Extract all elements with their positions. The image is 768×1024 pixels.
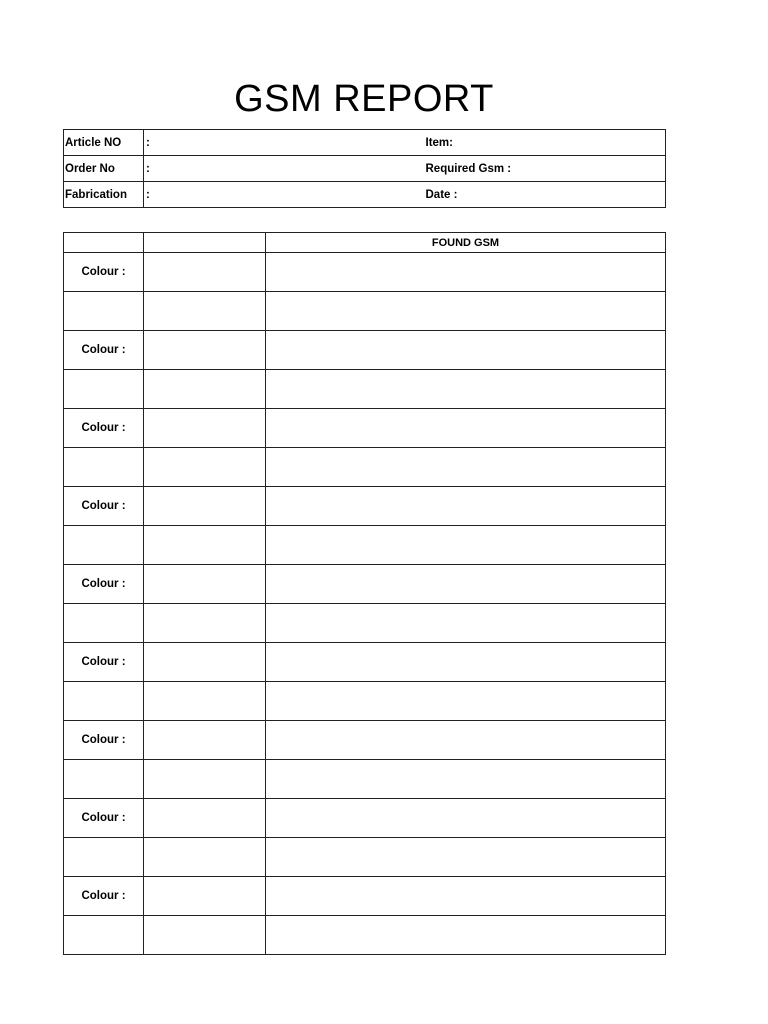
found-gsm-cell[interactable] (266, 877, 666, 916)
found-gsm-cell[interactable] (266, 799, 666, 838)
empty-cell[interactable] (64, 292, 144, 331)
colour-label: Colour : (64, 565, 144, 604)
table-row (64, 370, 666, 409)
info-table (63, 129, 666, 208)
colour-label: Colour : (64, 253, 144, 292)
empty-cell[interactable] (64, 760, 144, 799)
found-gsm-cell[interactable] (266, 409, 666, 448)
colour-label: Colour : (64, 721, 144, 760)
empty-cell[interactable] (64, 682, 144, 721)
required-gsm-label[interactable]: Required Gsm : (425, 156, 666, 182)
colour-label: Colour : (64, 331, 144, 370)
found-gsm-header: FOUND GSM (266, 233, 666, 253)
header-cell-blank (144, 233, 266, 253)
found-gsm-cell[interactable] (266, 838, 666, 877)
colour-label: Colour : (64, 487, 144, 526)
article-no-label: Article NO (64, 130, 144, 156)
empty-cell[interactable] (64, 838, 144, 877)
colour-value-cell[interactable] (144, 487, 266, 526)
colour-value-cell[interactable] (144, 721, 266, 760)
found-gsm-cell[interactable] (266, 370, 666, 409)
colour-value-cell[interactable] (144, 370, 266, 409)
found-gsm-cell[interactable] (266, 604, 666, 643)
gsm-grid-table (63, 232, 666, 955)
table-row (64, 448, 666, 487)
fabrication-label: Fabrication (64, 182, 144, 208)
colour-value-cell[interactable] (144, 409, 266, 448)
colour-value-cell[interactable] (144, 253, 266, 292)
found-gsm-cell[interactable] (266, 916, 666, 955)
found-gsm-cell[interactable] (266, 331, 666, 370)
order-no-label: Order No (64, 156, 144, 182)
found-gsm-cell[interactable] (266, 565, 666, 604)
colour-value-cell[interactable] (144, 760, 266, 799)
colour-value-cell[interactable] (144, 838, 266, 877)
found-gsm-cell[interactable] (266, 292, 666, 331)
item-label[interactable]: Item: (425, 130, 666, 156)
table-row (64, 643, 666, 682)
table-row (64, 682, 666, 721)
table-row (64, 526, 666, 565)
empty-cell[interactable] (64, 916, 144, 955)
found-gsm-cell[interactable] (266, 682, 666, 721)
empty-cell[interactable] (64, 604, 144, 643)
colour-value-cell[interactable] (144, 799, 266, 838)
empty-cell[interactable] (64, 448, 144, 487)
found-gsm-cell[interactable] (266, 448, 666, 487)
colour-value-cell[interactable] (144, 682, 266, 721)
table-row (64, 877, 666, 916)
colour-label: Colour : (64, 877, 144, 916)
colour-value-cell[interactable] (144, 604, 266, 643)
colour-value-cell[interactable] (144, 331, 266, 370)
table-row (64, 799, 666, 838)
table-row (64, 565, 666, 604)
info-row-article (64, 130, 666, 156)
colour-value-cell[interactable] (144, 448, 266, 487)
table-row (64, 916, 666, 955)
info-row-fabrication (64, 182, 666, 208)
table-row (64, 331, 666, 370)
fabrication-field[interactable]: : (144, 182, 425, 208)
table-row (64, 253, 666, 292)
colour-value-cell[interactable] (144, 526, 266, 565)
order-no-field[interactable]: : (144, 156, 425, 182)
empty-cell[interactable] (64, 526, 144, 565)
colour-value-cell[interactable] (144, 877, 266, 916)
table-row (64, 409, 666, 448)
found-gsm-cell[interactable] (266, 643, 666, 682)
date-label[interactable]: Date : (425, 182, 666, 208)
colour-label: Colour : (64, 799, 144, 838)
table-row (64, 604, 666, 643)
found-gsm-cell[interactable] (266, 526, 666, 565)
found-gsm-cell[interactable] (266, 487, 666, 526)
table-row (64, 838, 666, 877)
found-gsm-cell[interactable] (266, 721, 666, 760)
article-no-field[interactable]: : (144, 130, 425, 156)
colour-label: Colour : (64, 409, 144, 448)
info-row-order (64, 156, 666, 182)
colour-value-cell[interactable] (144, 643, 266, 682)
table-row (64, 292, 666, 331)
colour-value-cell[interactable] (144, 916, 266, 955)
colour-value-cell[interactable] (144, 565, 266, 604)
table-row (64, 760, 666, 799)
colour-label: Colour : (64, 643, 144, 682)
found-gsm-cell[interactable] (266, 253, 666, 292)
empty-cell[interactable] (64, 370, 144, 409)
table-row (64, 487, 666, 526)
page-title: GSM REPORT (234, 78, 494, 120)
table-row (64, 721, 666, 760)
colour-value-cell[interactable] (144, 292, 266, 331)
found-gsm-cell[interactable] (266, 760, 666, 799)
grid-header-row (64, 233, 666, 253)
header-cell-blank (64, 233, 144, 253)
